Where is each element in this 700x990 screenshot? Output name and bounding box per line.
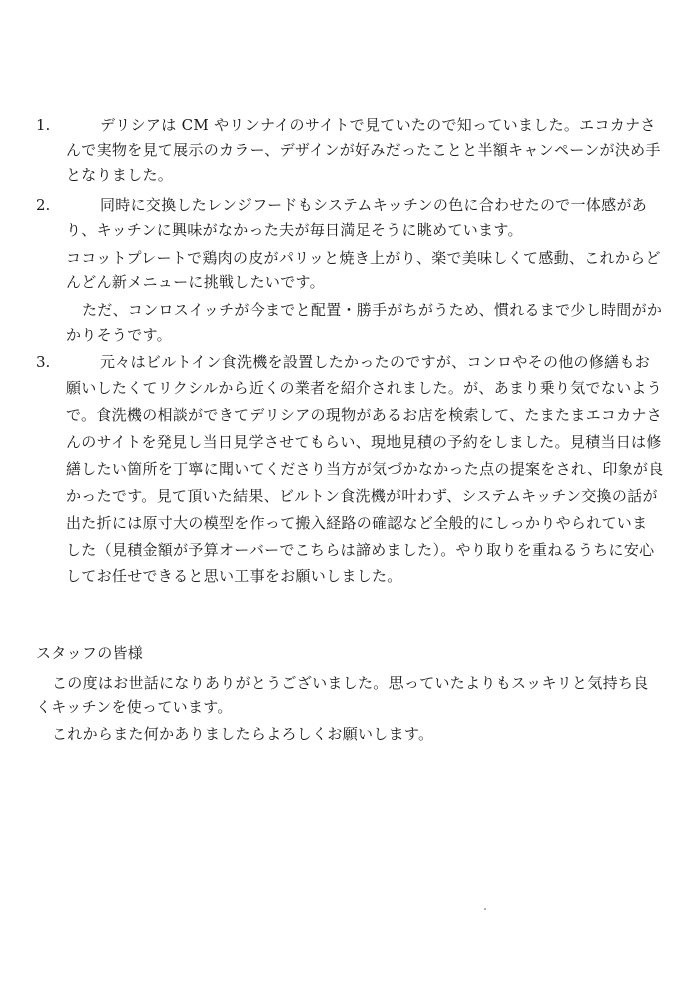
- staff-line-3: これからまた何かありましたらよろしくお願いします。: [52, 725, 434, 743]
- staff-line-1: この度はお世話になりありがとうございました。思っていたよりもスッキリと気持ち良: [52, 674, 649, 692]
- item-1-line-1: デリシアは CM やリンナイのサイトで見ていたので知っていました。エコカナさ: [100, 116, 656, 134]
- item-3-line-2: 願いしたくてリクシルから近くの業者を紹介されました。が、あまり乗り気でないよう: [66, 379, 663, 397]
- item-3-line-3: で。食洗機の相談ができてデリシアの現物があるお店を検索して、たまたまエコカナさ: [66, 406, 663, 424]
- item-2-line-5: ただ、コンロスイッチが今までと配置・勝手がちがうため、慣れるまで少し時間がか: [82, 301, 663, 319]
- item-3-line-4: んのサイトを発見し当日見学させてもらい、現地見積の予約をしました。見積当日は修: [66, 433, 662, 451]
- item-2-line-4: んどん新メニューに挑戦したいです。: [66, 273, 325, 291]
- scan-speck: [484, 908, 486, 910]
- item-3-line-7: 出た折には原寸大の模型を作って搬入経路の確認など全般的にしっかりやられていま: [66, 514, 648, 532]
- item-3-line-8: した（見積金額が予算オーバーでこちらは諦めました）。やり取りを重ねるうちに安心: [66, 541, 655, 559]
- item-2-line-2: り、キッチンに興味がなかった夫が毎日満足そうに眺めています。: [66, 221, 523, 239]
- item-number: 3.: [36, 353, 51, 371]
- item-2-line-3: ココットプレートで鶏肉の皮がパリッと焼き上がり、楽で美味しくて感動、これからど: [66, 249, 661, 267]
- item-number: 1.: [36, 116, 51, 134]
- item-3-line-5: 繕したい箇所を丁寧に聞いてくださり当方が気づかなかった点の提案をされ、印象が良: [66, 460, 664, 478]
- item-2-line-1: 同時に交換したレンジフードもシステムキッチンの色に合わせたので一体感があ: [100, 196, 648, 214]
- item-number: 2.: [36, 196, 51, 214]
- staff-heading: スタッフの皆様: [36, 644, 144, 662]
- item-3-line-1: 元々はビルトイン食洗機を設置したかったのですが、コンロやその他の修繕もお: [100, 353, 651, 371]
- item-1-line-3: となりました。: [66, 166, 174, 184]
- staff-line-2: くキッチンを使っています。: [36, 698, 233, 716]
- item-3-line-6: かったです。見て頂いた結果、ビルトン食洗機が叶わず、システムキッチン交換の話が: [66, 487, 658, 505]
- item-3-line-9: してお任せできると思い工事をお願いしました。: [66, 567, 403, 585]
- item-1-line-2: んで実物を見て展示のカラー、デザインが好みだったことと半額キャンペーンが決め手: [66, 141, 661, 159]
- item-2-line-6: かりそうです。: [66, 326, 172, 344]
